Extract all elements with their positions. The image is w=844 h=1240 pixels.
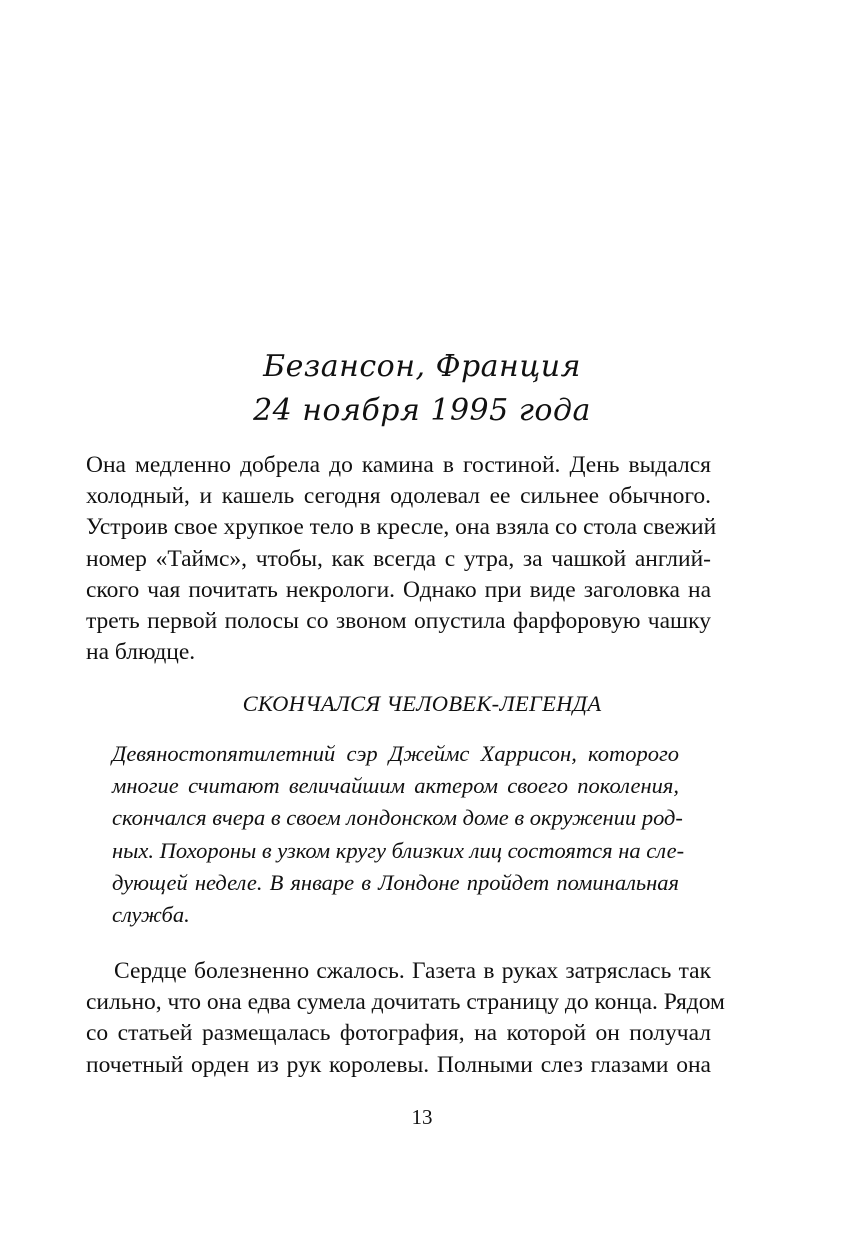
chapter-heading-date: 24 ноября 1995 года [253, 393, 591, 428]
paragraph-line: холодный, и кашель сегодня одолевал ее сильнее обычного. [86, 483, 711, 510]
article-line: Девяностопятилетний сэр Джеймс Харрисон, которого [112, 741, 679, 766]
paragraph-line: ского чая почитать некрологи. Однако при виде заголовка на [86, 576, 711, 603]
article-line: скончался вчера в своем лондонском доме в окружении род- [112, 805, 683, 831]
paragraph-line: треть первой полосы со звоном опустила фарфоровую чашку [86, 608, 711, 635]
paragraph-2 [86, 956, 725, 1081]
paragraph-line: Сердце болезненно сжалось. Газета в руках затряслась так [114, 958, 711, 984]
paragraph-line: почетный орден из рук королевы. Полными слез глазами она [86, 1051, 711, 1078]
article-line: служба. [112, 902, 190, 928]
paragraph-line: Она медленно добрела до камина в гостиной. День выдался [86, 452, 711, 478]
chapter-heading-place: Безансон, Франция [263, 349, 581, 384]
paragraph-line: номер «Таймс», чтобы, как всегда с утра, за чашкой англий- [86, 545, 711, 572]
paragraph-line: на блюдце. [86, 639, 196, 666]
paragraph-1 [86, 450, 717, 668]
article-line: многие считают величайшим актером своего поколения, [112, 773, 679, 799]
paragraph-line: со статьей размещалась фотография, на которой он получал [86, 1020, 711, 1047]
paragraph-line: Устроив свое хрупкое тело в кресле, она взяла со стола свежий [86, 514, 717, 541]
page-number: 13 [411, 1105, 433, 1129]
article-line: дующей неделе. В январе в Лондоне пройдет поминальная [112, 869, 679, 895]
article-line: ных. Похороны в узком кругу близких лиц состоятся на сле- [112, 837, 685, 863]
newspaper-headline: СКОНЧАЛСЯ ЧЕЛОВЕК-ЛЕГЕНДА [242, 691, 602, 716]
newspaper-article [112, 738, 685, 931]
paragraph-line: сильно, что она едва сумела дочитать страницу до конца. Рядом [86, 989, 725, 1016]
